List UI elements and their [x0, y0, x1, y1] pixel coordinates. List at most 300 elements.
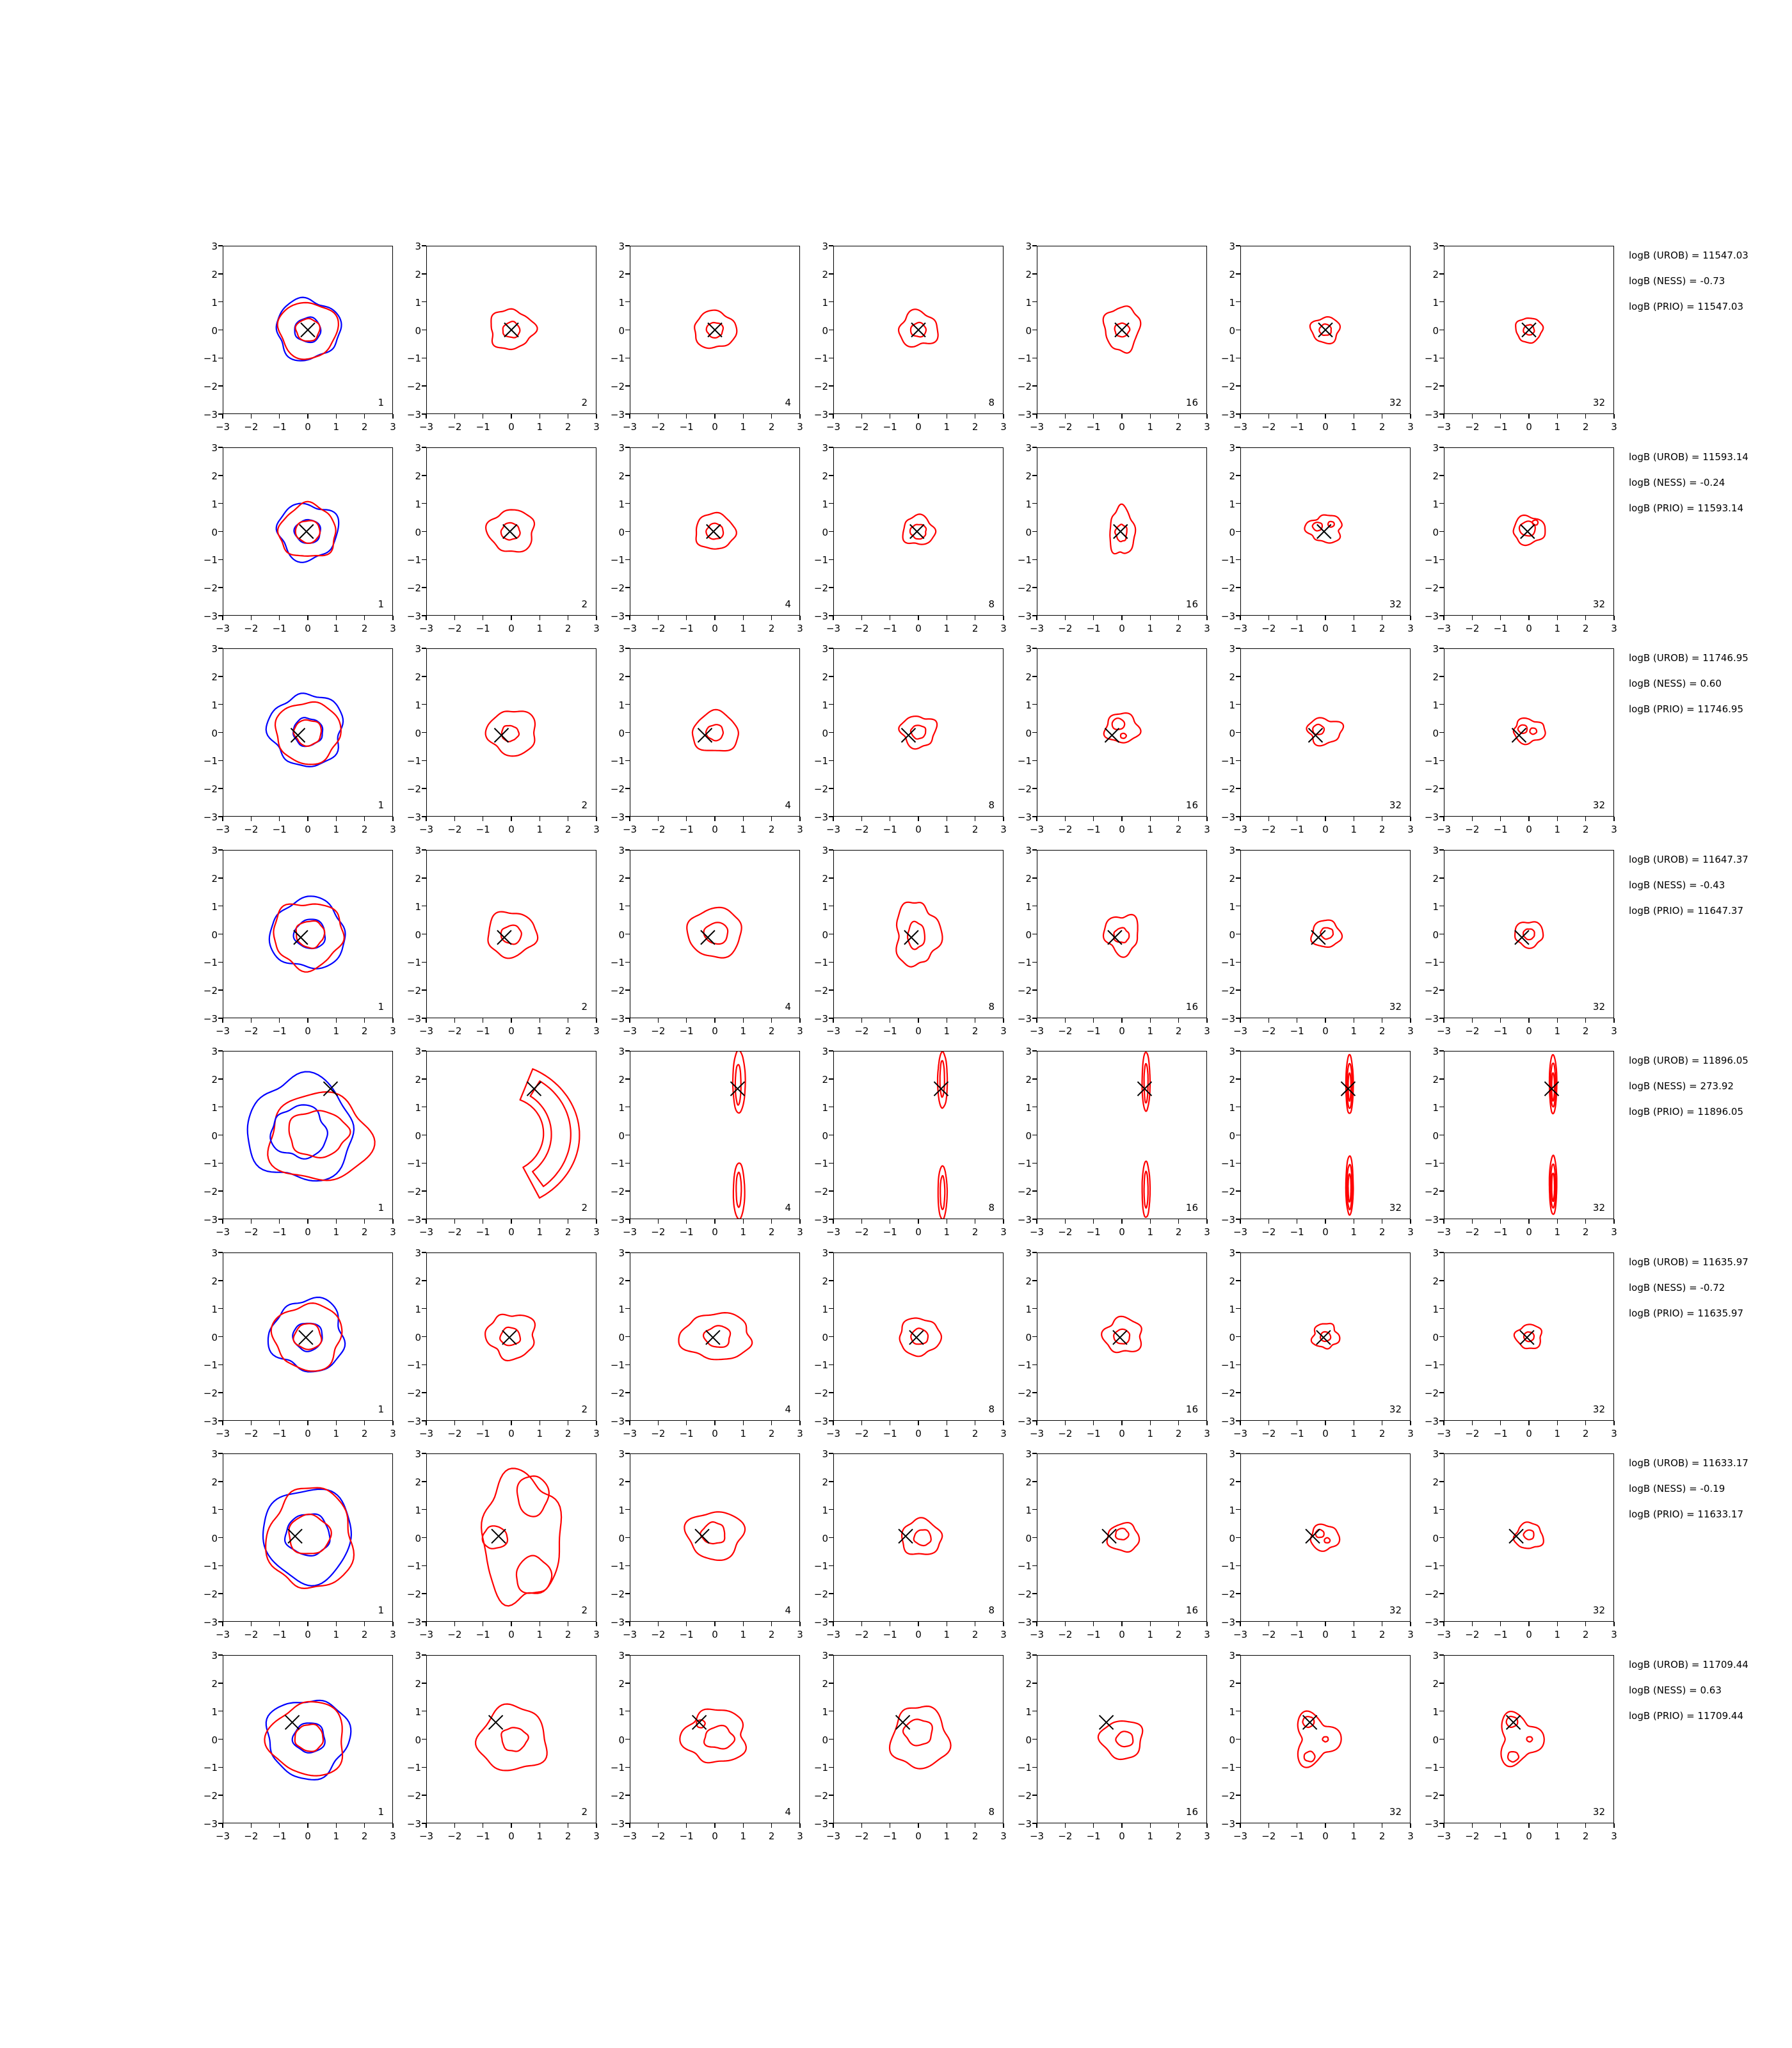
x-tick-label: 1	[943, 1830, 950, 1842]
x-tick-mark	[743, 1018, 744, 1023]
x-tick-label: 1	[740, 1428, 747, 1439]
logb-prio-value: logB (PRIO) = 11635.97	[1629, 1308, 1744, 1319]
y-tick-mark	[829, 1280, 833, 1281]
y-tick-label: −3	[203, 409, 218, 420]
x-tick-mark	[392, 414, 393, 419]
y-tick-mark	[625, 1621, 630, 1622]
y-tick-label: −3	[1220, 1214, 1235, 1226]
x-tick-label: 1	[1147, 1428, 1154, 1439]
y-tick-label: 0	[618, 324, 625, 337]
x-tick-label: −1	[1493, 1629, 1508, 1640]
x-tick-mark	[1121, 414, 1122, 419]
y-tick-label: 1	[415, 1504, 421, 1516]
x-tick-label: −2	[1465, 1025, 1480, 1037]
y-tick-mark	[625, 1654, 630, 1655]
x-tick-mark	[1003, 1823, 1004, 1828]
x-tick-label: −1	[1290, 1830, 1304, 1842]
y-tick-mark	[1236, 475, 1240, 476]
x-tick-label: 2	[768, 1830, 775, 1842]
x-tick-label: −3	[1436, 1025, 1452, 1037]
sample-count-label: 32	[1389, 1806, 1402, 1818]
y-tick-mark	[829, 704, 833, 705]
y-tick-label: 2	[1025, 872, 1032, 884]
y-tick-label: 3	[822, 643, 828, 655]
x-tick-label: 0	[712, 421, 718, 433]
x-tick-label: −1	[1086, 1025, 1101, 1037]
y-tick-label: −3	[406, 812, 421, 823]
y-tick-label: −1	[1017, 957, 1032, 969]
y-tick-mark	[829, 1565, 833, 1566]
y-tick-label: 3	[1025, 442, 1032, 454]
x-tick-mark	[861, 414, 862, 419]
x-tick-mark	[1528, 1823, 1529, 1828]
x-tick-label: −3	[215, 1025, 230, 1037]
sample-count-label: 16	[1185, 1806, 1198, 1818]
x-tick-mark	[279, 414, 280, 419]
y-tick-mark	[218, 1392, 223, 1393]
y-tick-label: −3	[406, 1416, 421, 1427]
y-tick-label: −3	[610, 1416, 625, 1427]
x-tick-label: 2	[1379, 421, 1386, 433]
sample-count-label: 32	[1592, 1806, 1605, 1818]
y-tick-mark	[1439, 413, 1444, 414]
contour-panel-r3c5	[1017, 643, 1210, 835]
y-tick-mark	[422, 503, 426, 504]
contour-panel-r7c1	[203, 1448, 396, 1640]
y-tick-mark	[422, 245, 426, 246]
y-tick-label: −2	[406, 1790, 421, 1802]
x-tick-label: 1	[1554, 824, 1561, 835]
y-tick-label: 0	[618, 1734, 625, 1746]
y-tick-label: 0	[1229, 1532, 1235, 1544]
y-tick-mark	[1439, 503, 1444, 504]
y-tick-mark	[1236, 1481, 1240, 1482]
x-tick-label: 1	[1147, 824, 1154, 835]
x-tick-label: 1	[536, 824, 543, 835]
x-tick-label: −3	[215, 824, 230, 835]
axes-frame	[630, 1655, 800, 1823]
x-tick-label: −1	[883, 824, 897, 835]
contour-panel-r3c2	[406, 643, 600, 835]
x-tick-mark	[1150, 1219, 1151, 1224]
y-tick-label: 3	[822, 442, 828, 454]
x-tick-label: 0	[305, 824, 311, 835]
x-tick-label: 1	[536, 1428, 543, 1439]
y-tick-mark	[1439, 1163, 1444, 1164]
y-tick-label: 3	[1432, 241, 1439, 252]
y-tick-label: −2	[406, 381, 421, 393]
x-tick-label: 0	[1119, 824, 1125, 835]
y-tick-mark	[1032, 615, 1037, 616]
y-tick-label: 3	[618, 1247, 625, 1259]
sample-count-label: 2	[581, 1001, 588, 1012]
y-tick-label: −2	[1424, 985, 1439, 997]
y-tick-mark	[829, 1078, 833, 1079]
x-tick-mark	[658, 1823, 659, 1828]
x-tick-label: −1	[1086, 1830, 1101, 1842]
x-tick-mark	[1065, 1018, 1066, 1023]
y-tick-label: −3	[1220, 611, 1235, 622]
y-tick-mark	[1032, 1537, 1037, 1538]
x-tick-mark	[1443, 1421, 1444, 1425]
y-tick-label: −2	[203, 381, 218, 393]
y-tick-mark	[218, 245, 223, 246]
x-tick-mark	[1268, 1421, 1269, 1425]
x-tick-label: 2	[768, 623, 775, 634]
x-tick-mark	[1178, 616, 1179, 620]
y-tick-mark	[829, 1767, 833, 1768]
x-tick-label: −2	[447, 1226, 462, 1238]
y-tick-mark	[1439, 989, 1444, 990]
x-tick-mark	[251, 1622, 252, 1626]
x-tick-mark	[1585, 616, 1586, 620]
y-tick-label: −2	[1017, 783, 1032, 796]
y-tick-label: 1	[618, 900, 625, 913]
y-tick-label: 0	[211, 324, 218, 337]
x-tick-mark	[1036, 1421, 1037, 1425]
y-tick-mark	[829, 587, 833, 588]
x-tick-mark	[1036, 414, 1037, 419]
y-tick-label: 1	[1432, 699, 1439, 711]
y-tick-label: −3	[1220, 1013, 1235, 1025]
x-tick-mark	[251, 1421, 252, 1425]
x-tick-mark	[1500, 414, 1501, 419]
x-tick-label: −2	[1058, 623, 1073, 634]
axes-frame	[426, 1655, 596, 1823]
y-tick-label: 1	[618, 1303, 625, 1315]
x-tick-label: 0	[305, 623, 311, 634]
y-tick-mark	[1236, 1163, 1240, 1164]
x-tick-mark	[1410, 1823, 1411, 1828]
y-tick-label: 1	[211, 1303, 218, 1315]
x-tick-mark	[1472, 1219, 1473, 1224]
x-tick-label: 3	[797, 1830, 803, 1842]
x-tick-mark	[1178, 1018, 1179, 1023]
axes-frame	[1444, 648, 1614, 817]
y-tick-label: 1	[1229, 1101, 1235, 1114]
x-tick-mark	[336, 817, 337, 821]
axes-frame	[833, 1252, 1004, 1421]
y-tick-label: −2	[1017, 985, 1032, 997]
x-tick-mark	[1121, 1421, 1122, 1425]
x-tick-mark	[1557, 616, 1558, 620]
x-tick-label: 1	[1350, 1629, 1357, 1640]
sample-count-label: 4	[785, 1404, 791, 1415]
y-tick-mark	[1236, 1280, 1240, 1281]
x-tick-label: 1	[740, 421, 747, 433]
x-tick-mark	[392, 817, 393, 821]
y-tick-mark	[218, 1621, 223, 1622]
y-tick-mark	[829, 1392, 833, 1393]
axes-frame	[833, 850, 1004, 1018]
y-tick-label: 1	[618, 1101, 625, 1114]
y-tick-label: 3	[415, 442, 421, 454]
y-tick-mark	[625, 245, 630, 246]
x-tick-label: −1	[1086, 1629, 1101, 1640]
y-tick-label: 2	[1229, 268, 1235, 280]
x-tick-mark	[1443, 1018, 1444, 1023]
x-tick-mark	[1093, 1219, 1094, 1224]
y-tick-mark	[1032, 503, 1037, 504]
x-tick-mark	[1613, 1622, 1614, 1626]
x-tick-mark	[771, 1622, 772, 1626]
x-tick-label: −2	[651, 1025, 666, 1037]
x-tick-mark	[1268, 1622, 1269, 1626]
y-tick-label: −1	[1424, 1560, 1439, 1572]
x-tick-mark	[454, 1622, 455, 1626]
y-tick-mark	[1236, 1364, 1240, 1365]
x-tick-label: −3	[419, 1025, 434, 1037]
x-tick-mark	[629, 1622, 630, 1626]
x-tick-label: −1	[679, 1629, 694, 1640]
y-tick-label: 2	[822, 1073, 828, 1085]
sample-count-label: 32	[1389, 397, 1402, 408]
axes-frame	[1444, 447, 1614, 616]
y-tick-label: −1	[610, 1158, 625, 1170]
y-tick-mark	[1439, 1654, 1444, 1655]
y-tick-mark	[422, 1593, 426, 1594]
y-tick-mark	[422, 1364, 426, 1365]
sample-count-label: 16	[1185, 397, 1198, 408]
x-tick-label: −2	[447, 824, 462, 835]
x-tick-label: −1	[1086, 824, 1101, 835]
sample-count-label: 1	[378, 799, 384, 811]
axes-frame	[1444, 246, 1614, 414]
y-tick-mark	[218, 704, 223, 705]
x-tick-mark	[714, 1622, 715, 1626]
y-tick-mark	[1032, 245, 1037, 246]
x-tick-mark	[222, 1823, 223, 1828]
y-tick-label: −1	[610, 755, 625, 767]
y-tick-mark	[218, 413, 223, 414]
y-tick-label: −3	[1017, 611, 1032, 622]
x-tick-mark	[1121, 817, 1122, 821]
y-tick-mark	[218, 301, 223, 302]
y-tick-mark	[1236, 1392, 1240, 1393]
x-tick-mark	[686, 1421, 687, 1425]
x-tick-label: −3	[419, 1830, 434, 1842]
y-tick-label: 1	[415, 900, 421, 913]
x-tick-mark	[799, 1421, 800, 1425]
x-tick-mark	[251, 1219, 252, 1224]
x-tick-mark	[454, 1018, 455, 1023]
y-tick-mark	[218, 503, 223, 504]
y-tick-label: −1	[1424, 554, 1439, 566]
x-tick-mark	[799, 1823, 800, 1828]
x-tick-mark	[1206, 414, 1207, 419]
y-tick-label: −3	[406, 1214, 421, 1226]
y-tick-label: 3	[211, 1046, 218, 1057]
x-tick-mark	[1443, 616, 1444, 620]
x-tick-mark	[714, 616, 715, 620]
y-tick-mark	[1236, 816, 1240, 817]
y-tick-mark	[218, 760, 223, 761]
x-tick-mark	[743, 616, 744, 620]
x-tick-mark	[714, 1421, 715, 1425]
x-tick-label: −1	[883, 1629, 897, 1640]
x-tick-label: 1	[943, 1226, 950, 1238]
y-tick-label: −3	[610, 812, 625, 823]
x-tick-label: 0	[508, 1025, 515, 1037]
x-tick-label: −3	[1233, 421, 1248, 433]
x-tick-label: 1	[1554, 421, 1561, 433]
y-tick-mark	[625, 1739, 630, 1740]
y-tick-label: 2	[1025, 1073, 1032, 1085]
sample-count-label: 8	[988, 397, 995, 408]
x-tick-label: 3	[1000, 623, 1007, 634]
x-tick-mark	[771, 414, 772, 419]
y-tick-mark	[625, 1308, 630, 1309]
y-tick-label: 1	[822, 1101, 828, 1114]
logb-annotation-row-4	[1629, 855, 1792, 932]
y-tick-mark	[218, 1593, 223, 1594]
x-tick-label: 2	[1379, 1629, 1386, 1640]
y-tick-label: 2	[1432, 470, 1439, 482]
x-tick-mark	[1093, 1823, 1094, 1828]
y-tick-mark	[1236, 1593, 1240, 1594]
axes-frame	[223, 447, 393, 616]
axes-frame	[426, 1252, 596, 1421]
x-tick-label: 0	[915, 1629, 922, 1640]
y-tick-label: −2	[1424, 1588, 1439, 1601]
x-tick-mark	[364, 1421, 365, 1425]
y-tick-mark	[829, 1420, 833, 1421]
contour-panel-r7c2	[406, 1448, 600, 1640]
y-tick-label: −1	[406, 554, 421, 566]
y-tick-mark	[1439, 1420, 1444, 1421]
y-tick-label: −3	[1220, 812, 1235, 823]
logb-prio-value: logB (PRIO) = 11896.05	[1629, 1106, 1744, 1117]
y-tick-mark	[422, 816, 426, 817]
x-tick-label: −1	[476, 1428, 490, 1439]
sample-count-label: 4	[785, 598, 791, 610]
y-tick-label: −1	[203, 1762, 218, 1774]
x-tick-mark	[861, 616, 862, 620]
y-tick-mark	[1439, 1621, 1444, 1622]
x-tick-label: −2	[447, 421, 462, 433]
x-tick-mark	[454, 414, 455, 419]
y-tick-label: −2	[406, 783, 421, 796]
y-tick-label: 2	[822, 268, 828, 280]
y-tick-label: −1	[1424, 1158, 1439, 1170]
y-tick-label: 2	[618, 470, 625, 482]
axes-frame	[630, 447, 800, 616]
x-tick-label: −1	[1290, 1428, 1304, 1439]
x-tick-mark	[336, 1018, 337, 1023]
axes-frame	[1240, 1655, 1411, 1823]
y-tick-label: 2	[1025, 671, 1032, 683]
logb-prio-value: logB (PRIO) = 11647.37	[1629, 905, 1744, 916]
y-tick-mark	[1032, 816, 1037, 817]
x-tick-mark	[1003, 1421, 1004, 1425]
axes-frame	[833, 447, 1004, 616]
y-tick-mark	[1032, 1392, 1037, 1393]
x-tick-mark	[454, 616, 455, 620]
axes-frame	[1037, 1655, 1207, 1823]
x-tick-mark	[629, 1421, 630, 1425]
x-tick-label: −2	[1465, 421, 1480, 433]
logb-annotation-row-8	[1629, 1660, 1792, 1737]
y-tick-label: 1	[1229, 498, 1235, 510]
sample-count-label: 2	[581, 1202, 588, 1213]
y-tick-label: 3	[1432, 1247, 1439, 1259]
y-tick-label: 1	[211, 498, 218, 510]
x-tick-mark	[279, 1622, 280, 1626]
x-tick-mark	[861, 817, 862, 821]
x-tick-label: 3	[1204, 1428, 1210, 1439]
x-tick-mark	[251, 1018, 252, 1023]
x-tick-label: −3	[1233, 824, 1248, 835]
y-tick-label: 0	[1432, 1331, 1439, 1343]
x-tick-mark	[658, 1219, 659, 1224]
y-tick-label: −3	[1424, 409, 1439, 420]
y-tick-label: 1	[1432, 1706, 1439, 1718]
y-tick-label: 0	[211, 1734, 218, 1746]
x-tick-label: −1	[679, 1428, 694, 1439]
x-tick-mark	[743, 1219, 744, 1224]
x-tick-mark	[1557, 1421, 1558, 1425]
y-tick-mark	[1439, 559, 1444, 560]
x-tick-mark	[364, 817, 365, 821]
x-tick-label: 1	[1554, 1830, 1561, 1842]
axes-frame	[833, 246, 1004, 414]
y-tick-label: 3	[1229, 1650, 1235, 1661]
x-tick-mark	[336, 616, 337, 620]
x-tick-label: −2	[854, 1830, 869, 1842]
x-tick-label: 0	[305, 1629, 311, 1640]
y-tick-mark	[625, 1190, 630, 1191]
y-tick-label: 3	[1432, 442, 1439, 454]
x-tick-label: −3	[1233, 1830, 1248, 1842]
y-tick-mark	[1236, 1420, 1240, 1421]
y-tick-mark	[625, 1593, 630, 1594]
y-tick-label: 0	[211, 526, 218, 538]
y-tick-label: 2	[415, 1476, 421, 1488]
contour-panel-r7c4	[813, 1448, 1007, 1640]
y-tick-label: 1	[618, 498, 625, 510]
x-tick-label: −3	[826, 824, 841, 835]
y-tick-label: −3	[1424, 1617, 1439, 1628]
y-tick-mark	[625, 732, 630, 733]
y-tick-label: 0	[618, 526, 625, 538]
y-tick-label: 0	[1229, 1130, 1235, 1142]
contour-panel-r7c5	[1017, 1448, 1210, 1640]
y-tick-label: 2	[415, 1677, 421, 1690]
x-tick-mark	[686, 414, 687, 419]
x-tick-label: 1	[740, 623, 747, 634]
x-tick-label: −3	[1029, 824, 1044, 835]
sample-count-label: 16	[1185, 598, 1198, 610]
x-tick-mark	[1036, 817, 1037, 821]
contour-panel-r1c4	[813, 241, 1007, 433]
y-tick-mark	[1236, 1050, 1240, 1051]
y-tick-label: 1	[211, 900, 218, 913]
x-tick-label: 2	[1582, 824, 1589, 835]
x-tick-label: −3	[826, 1025, 841, 1037]
contour-panel-r3c1	[203, 643, 396, 835]
x-tick-label: 2	[768, 1629, 775, 1640]
y-tick-mark	[422, 877, 426, 878]
x-tick-mark	[392, 1421, 393, 1425]
y-tick-label: 2	[1432, 872, 1439, 884]
x-tick-label: 3	[593, 1226, 600, 1238]
x-tick-label: −3	[1436, 824, 1452, 835]
x-tick-mark	[658, 1622, 659, 1626]
x-tick-label: −3	[215, 1830, 230, 1842]
y-tick-label: 1	[415, 1303, 421, 1315]
y-tick-label: −1	[406, 1158, 421, 1170]
y-tick-label: −2	[813, 783, 828, 796]
